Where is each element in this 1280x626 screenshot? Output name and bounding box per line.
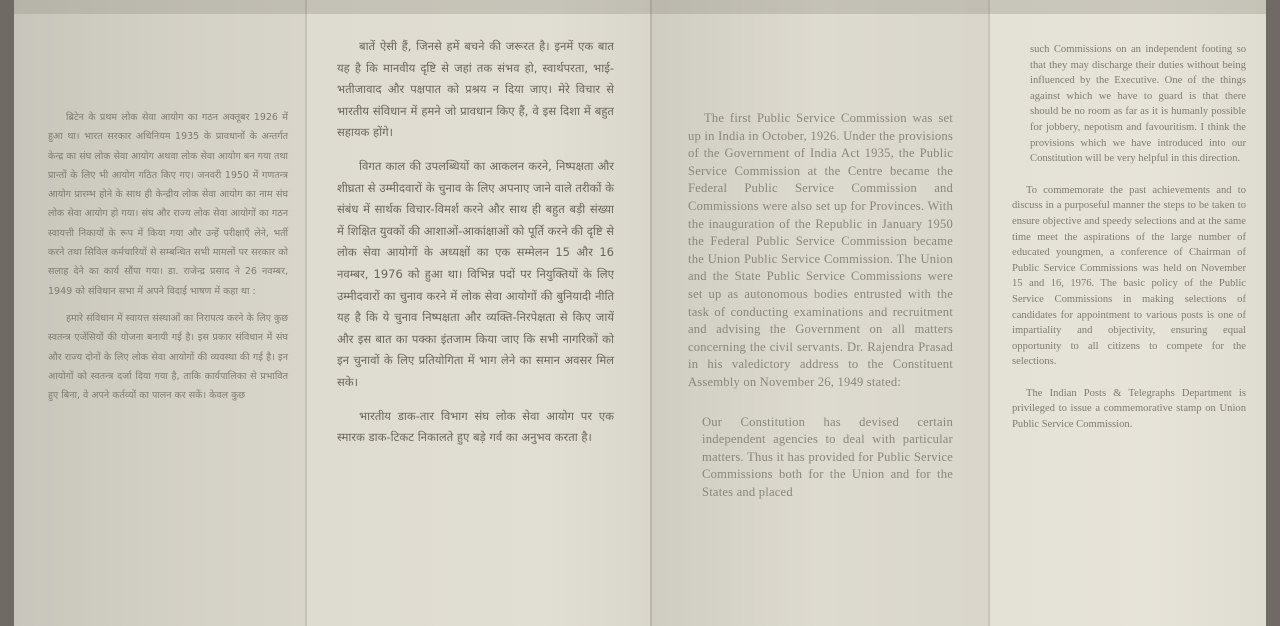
paragraph: विगत काल की उपलब्धियों का आकलन करने, निष्पक्षता और शीघ्रता से उम्मीदवारों के चुनाव के लिए अपनाए जाने वाले तरीकों के संबंध में सार्थक विचार-विमर्श करने और साथ ही बहुत बड़ी संख्या में शिक्षित युवकों की आशाओं-आकांक्षाओं को पूर्ति करने की दृष्टि से लोक सेवा आयोगों के अध्यक्षों का एक सम्मेलन 15 और 16 नवम्बर, 1976 को हुआ था। विभिन्न पदों पर नियुक्तियों के लिए उम्मीदवारों का चुनाव करने में लोक सेवा आयोगों की बुनियादी नीति यह है कि ये चुनाव निष्पक्षता और व्यक्ति-निरपेक्षता से किए जायें और इस बात का पक्का इंतजाम किया जाए कि सभी नागरिकों को इन चुनावों के लिए प्रतियोगिता में भाग लेने का समान अवसर मिल सके। <box>337 158 614 389</box>
hindi-text-column-1 <box>48 108 288 413</box>
paragraph: To commemorate the past achievements and to discuss in a purposeful manner the steps to be taken to ensure objective and speedy selections and at the same time meet the aspirations of the large number of educated youngmen, a conference of Chairman of Public Service Commissions was held on November 15 and 16, 1976. The basic policy of the Public Service Commissions in making selections of candidates for appointment to various posts is one of impartiality and objectivity, ensuring equal opportunity to all citizens to compete for the selections. <box>1012 184 1246 368</box>
hindi-text-column-2 <box>337 36 614 461</box>
paragraph: हमारे संविधान में स्वायत्त संस्थाओं का निरापत्य करने के लिए कुछ स्वतन्त्र एजेंसियों की योजना बनायी गई है। इस प्रकार संविधान में संघ और राज्य दोनों के लिए लोक सेवा आयोगों की व्यवस्था की गई है। इन आयोगों को स्वतन्त्र दर्जा दिया गया है, ताकि कार्यपालिका से प्रभावित हुए बिना, वे अपने कर्तव्यों का पालन कर सकें। केवल कुछ <box>48 312 288 402</box>
paragraph: बातें ऐसी हैं, जिनसे हमें बचने की जरूरत है। इनमें एक बात यह है कि मानवीय दृष्टि से जहां तक संभव हो, स्वार्थपरता, भाई-भतीजावाद और पक्षपात को प्रश्रय न दिया जाए। मेरे विचार से भारतीय संविधान में हमने जो प्रावधान किए हैं, वे इस दिशा में बहुत सहायक होंगे। <box>337 39 614 140</box>
paragraph: The first Public Service Commission was set up in India in October, 1926. Under the provisions of the Government of India Act 1935, the Public Service Commission at the Centre became the Federal Public Service Commission and Commissions were also set up for Provinces. With the inauguration of the Republic in January 1950 the Federal Public Service Commission became the Union Public Service Commission. The Union and the State Public Service Commissions were set up as autonomous bodies entrusted with the task of conducting examinations and recruitment and advising the Government on all matters concerning the civil servants. Dr. Rajendra Prasad in his valedictory address to the Constituent Assembly on November 26, 1949 stated: <box>688 111 953 389</box>
quote-paragraph: Our Constitution has devised certain independent agencies to deal with particular matters. Thus it has provided for Public Service Commissions both for the Union and for the States and placed <box>702 414 953 499</box>
top-shadow-strip <box>14 0 1266 14</box>
paragraph: ब्रिटेन के प्रथम लोक सेवा आयोग का गठन अक्तूबर 1926 में हुआ था। भारत सरकार अधिनियम 1935 के प्रावधानों के अन्तर्गत केन्द्र का संघ लोक सेवा आयोग अथवा लोक सेवा आयोग बन गया तथा प्रान्तों के लिए भी आयोग गठित किए गए। जनवरी 1950 में गणतन्त्र आयोग प्रारम्भ होने के साथ ही केन्द्रीय लोक सेवा आयोग का नाम संघ लोक सेवा आयोग हो गया। संघ और राज्य लोक सेवा आयोगों का गठन स्वायत्ती निकायों के रूप में किया गया और उन्हें परीक्षाएँ लेने, भर्ती करने तथा सिविल कर्मचारियों से सम्बन्धित सभी मामलों पर सरकार को सलाह देने का कार्य सौंपा गया। डा. राजेन्द्र प्रसाद ने 26 नवम्बर, 1949 को संविधान सभा में अपने विदाई भाषण में कहा था : <box>48 112 288 297</box>
english-text-column-1 <box>688 110 953 523</box>
paragraph: The Indian Posts & Telegraphs Department is privileged to issue a commemorative stamp on Union Public Service Commission. <box>1012 387 1246 431</box>
fold-line <box>305 0 307 626</box>
english-text-column-2 <box>1012 42 1246 449</box>
paragraph: भारतीय डाक-तार विभाग संघ लोक सेवा आयोग पर एक स्मारक डाक-टिकट निकालते हुए बड़े गर्व का अनुभव करता है। <box>337 408 614 445</box>
quote-continuation: such Commissions on an independent footing so that they may discharge their duties without being influenced by the Executive. One of the things against which we have to guard is that there should be no room as far as it is humanly possible for jobbery, nepotism and favouritism. I think the provisions which we have introduced into our Constitution will be very helpful in this direction. <box>1030 44 1246 165</box>
fold-line <box>650 0 652 626</box>
fold-line <box>988 0 990 626</box>
